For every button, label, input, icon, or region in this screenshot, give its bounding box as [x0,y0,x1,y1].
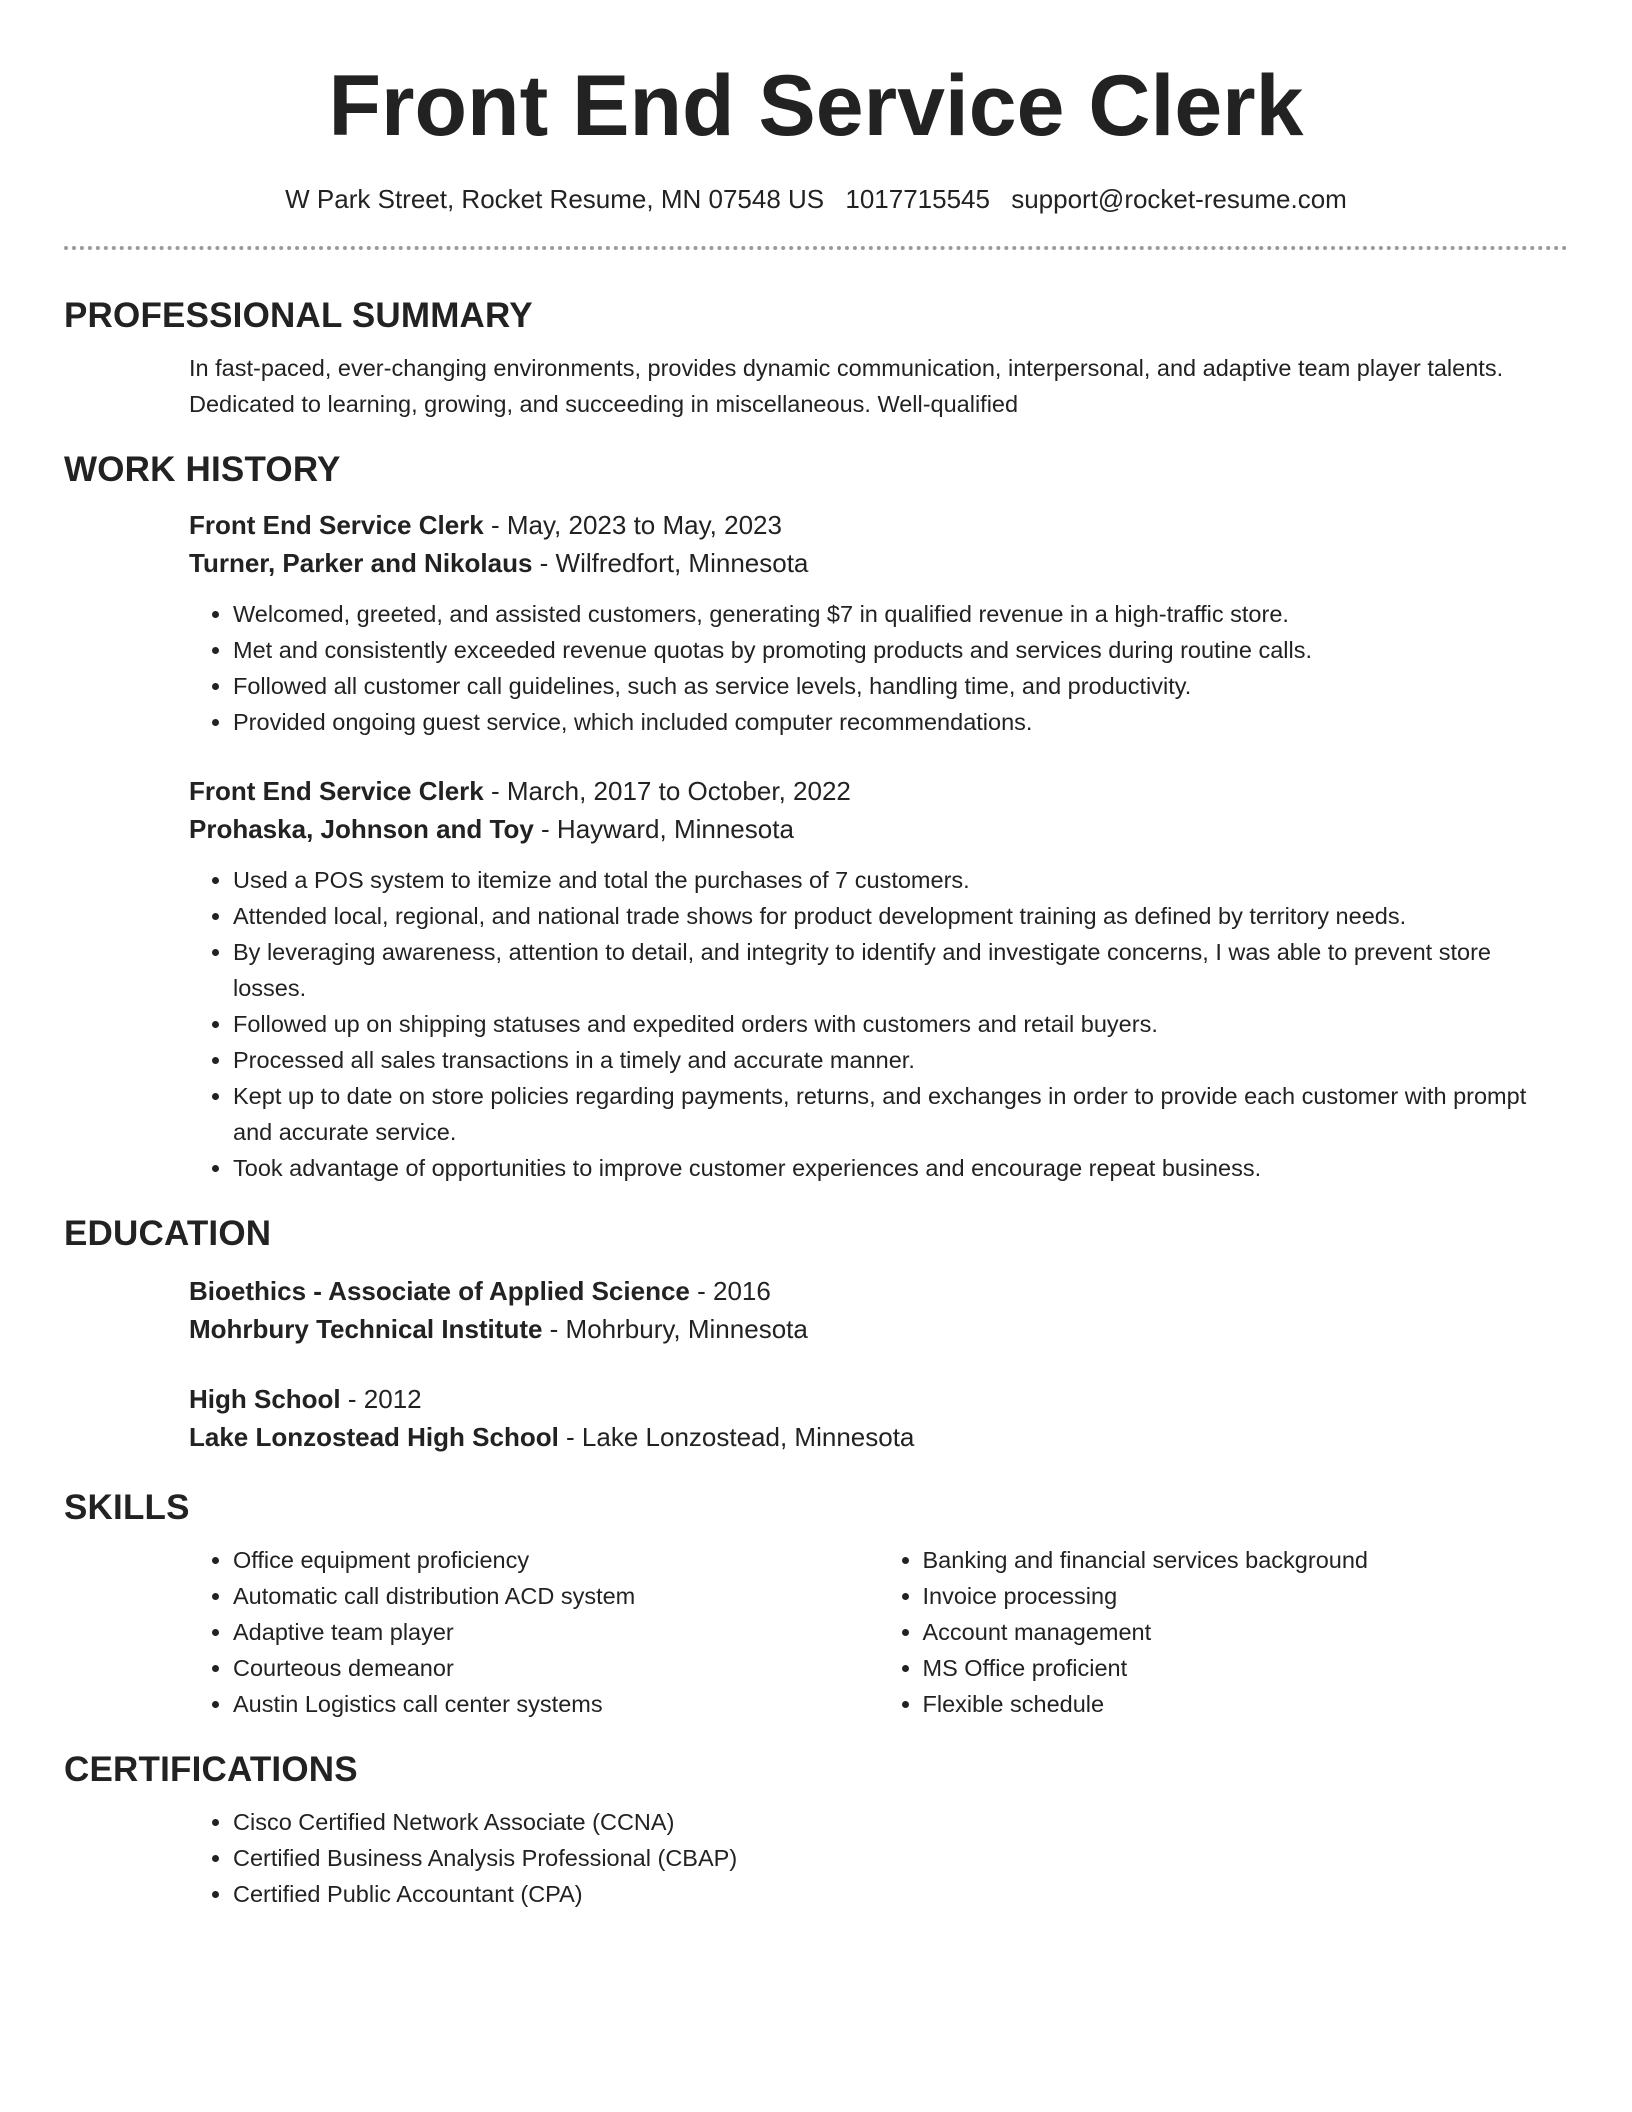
job-company-line [189,810,1568,848]
list-item: • Met and consistently exceeded revenue quotas by promoting products and services during routine calls. [233,632,1568,668]
list-item: • Flexible schedule [923,1686,1569,1722]
list-item: • Courteous demeanor [233,1650,879,1686]
contact-phone: 1017715545 [845,184,990,214]
contact-email: support@rocket-resume.com [1011,184,1347,214]
degree-year: - 2016 [689,1276,771,1306]
contact-line [64,182,1568,216]
skills-list-left [189,1542,879,1722]
list-item: • Took advantage of opportunities to improve customer experiences and encourage repeat business. [233,1150,1568,1186]
list-item: • Used a POS system to itemize and total the purchases of 7 customers. [233,862,1568,898]
list-item: • Cisco Certified Network Associate (CCNA) [233,1804,1568,1840]
list-item: • Provided ongoing guest service, which included computer recommendations. [233,704,1568,740]
list-item: • Welcomed, greeted, and assisted customers, generating $7 in qualified revenue in a high-traffic store. [233,596,1568,632]
school-name: Mohrbury Technical Institute [189,1314,543,1344]
degree-name: Bioethics - Associate of Applied Science [189,1276,690,1306]
education-heading: EDUCATION [64,1214,272,1253]
degree-year: - 2012 [340,1384,422,1414]
school-name: Lake Lonzostead High School [189,1422,559,1452]
job-location: - Hayward, Minnesota [533,814,794,844]
contact-address: W Park Street, Rocket Resume, MN 07548 US [285,184,825,214]
education-entry [64,1272,1568,1348]
list-item: • Austin Logistics call center systems [233,1686,879,1722]
education-entry [64,1380,1568,1456]
skills-section [64,1542,1568,1722]
job-company: Turner, Parker and Nikolaus [189,548,533,578]
list-item: • Invoice processing [923,1578,1569,1614]
degree-line [189,1272,1568,1310]
list-item: • Certified Business Analysis Professional (CBAP) [233,1840,1568,1876]
skills-list-right [879,1542,1569,1722]
job-position: Front End Service Clerk [189,776,484,806]
job-entry [64,506,1568,740]
list-item: • Adaptive team player [233,1614,879,1650]
list-item: • Account management [923,1614,1569,1650]
list-item: • By leveraging awareness, attention to detail, and integrity to identify and investigate concerns, I was able to prevent store losses. [233,934,1568,1006]
job-duties-list [189,862,1568,1186]
school-line [189,1310,1568,1348]
school-line [189,1418,1568,1456]
school-location: - Lake Lonzostead, Minnesota [558,1422,915,1452]
school-location: - Mohrbury, Minnesota [542,1314,808,1344]
summary-section [64,350,1568,422]
job-title-line [189,772,1568,810]
certifications-list [189,1804,1568,1912]
list-item: • Attended local, regional, and national trade shows for product development training as defined by territory needs. [233,898,1568,934]
list-item: • Banking and financial services background [923,1542,1569,1578]
job-dates: - March, 2017 to October, 2022 [483,776,851,806]
candidate-name: Front End Service Clerk [328,58,1304,154]
certifications-section [64,1804,1568,1912]
list-item: • Kept up to date on store policies regarding payments, returns, and exchanges in order to provide each customer with prompt and accurate service. [233,1078,1568,1150]
job-company-line [189,544,1568,582]
degree-line [189,1380,1568,1418]
job-title-line [189,506,1568,544]
job-location: - Wilfredfort, Minnesota [532,548,809,578]
summary-text: In fast-paced, ever-changing environments, provides dynamic communication, interpersonal, and adaptive team player talents. Dedicated to learning, growing, and succeeding in miscellaneous. Well-qualified [189,355,1504,417]
list-item: • Processed all sales transactions in a timely and accurate manner. [233,1042,1568,1078]
list-item: • Office equipment proficiency [233,1542,879,1578]
job-dates: - May, 2023 to May, 2023 [483,510,782,540]
job-duties-list [189,596,1568,740]
certifications-heading: CERTIFICATIONS [64,1750,358,1789]
degree-name: High School [189,1384,341,1414]
list-item: • MS Office proficient [923,1650,1569,1686]
work-history-heading: WORK HISTORY [64,450,341,489]
list-item: • Followed all customer call guidelines, such as service levels, handling time, and productivity. [233,668,1568,704]
list-item: • Automatic call distribution ACD system [233,1578,879,1614]
list-item: • Followed up on shipping statuses and expedited orders with customers and retail buyers. [233,1006,1568,1042]
job-company: Prohaska, Johnson and Toy [189,814,534,844]
skills-heading: SKILLS [64,1488,190,1527]
list-item: • Certified Public Accountant (CPA) [233,1876,1568,1912]
header-divider [64,246,1568,250]
summary-heading: PROFESSIONAL SUMMARY [64,296,533,335]
job-position: Front End Service Clerk [189,510,484,540]
job-entry [64,772,1568,1186]
